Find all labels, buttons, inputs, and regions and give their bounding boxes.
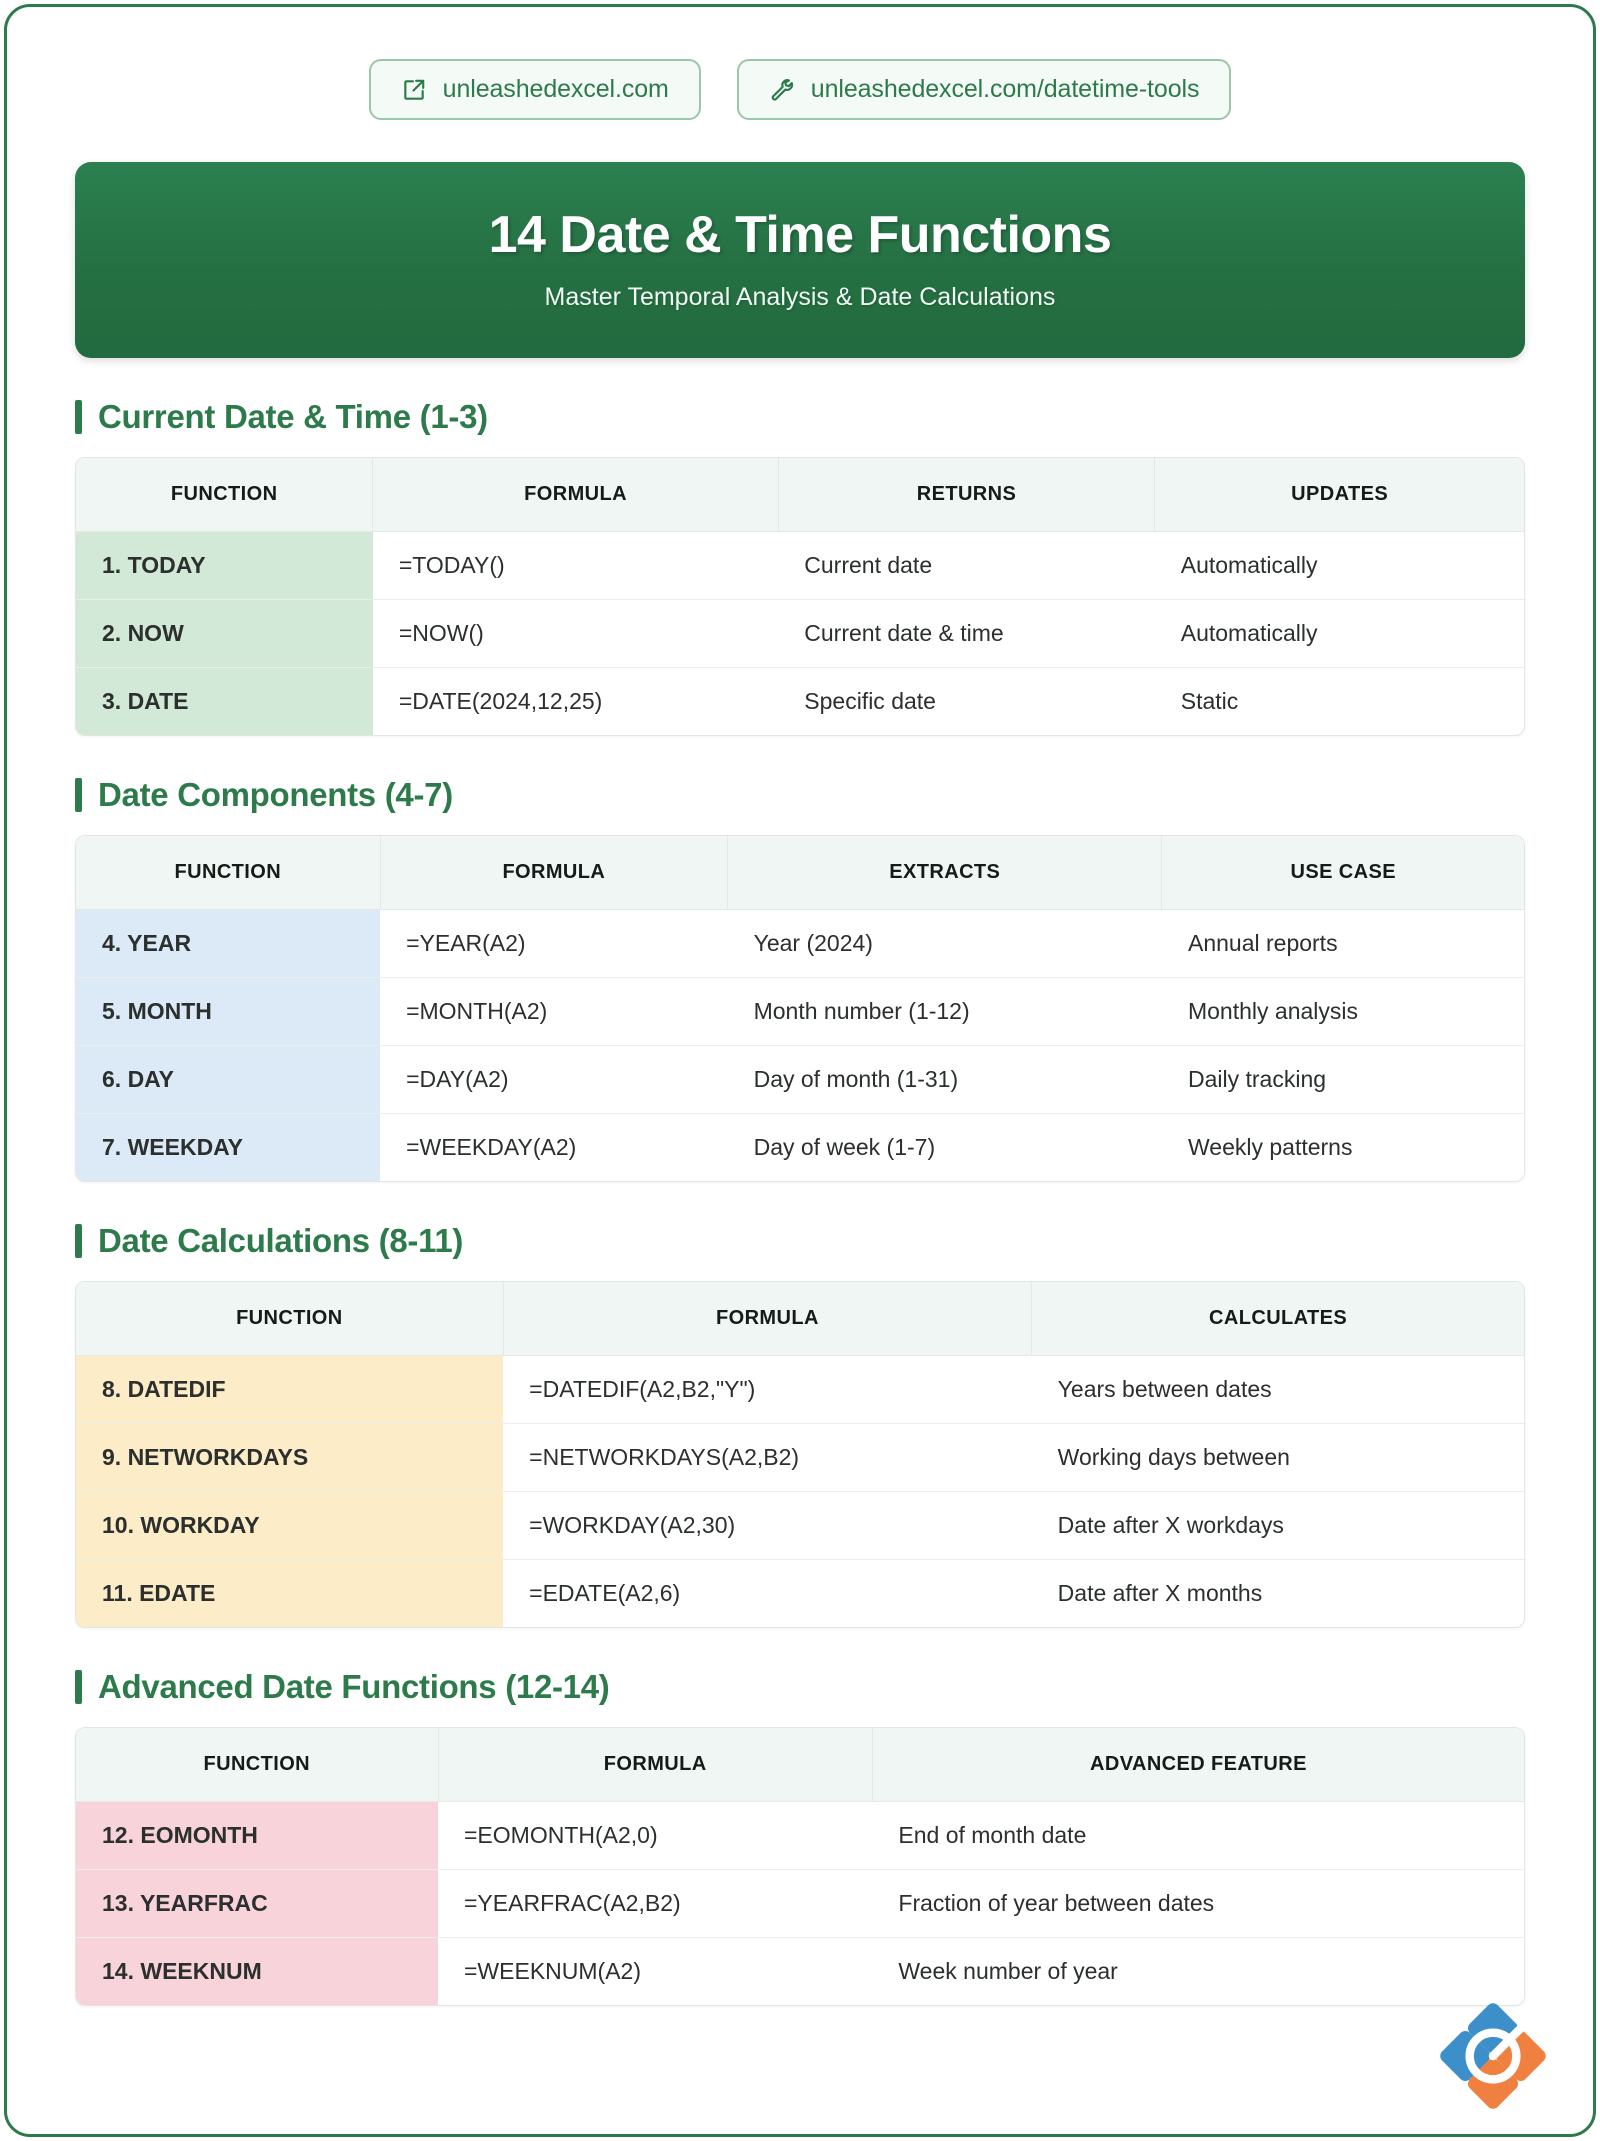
formula-cell: =NOW() [373, 600, 778, 668]
column-header: RETURNS [778, 458, 1154, 532]
section-header [75, 776, 1525, 814]
functions-table [76, 458, 1524, 735]
advanced-feature-cell: End of month date [872, 1802, 1524, 1870]
table-row [76, 1802, 1524, 1870]
section-title: Date Components (4-7) [98, 776, 453, 813]
extracts-cell: Year (2024) [728, 910, 1162, 978]
formula-cell: =WEEKDAY(A2) [406, 1134, 577, 1160]
section-title: Current Date & Time (1-3) [98, 398, 488, 435]
column-header: UPDATES [1155, 458, 1524, 532]
function-name: 8. DATEDIF [76, 1356, 503, 1424]
formula-cell: =DATE(2024,12,25) [398, 688, 603, 714]
formula-cell: =YEARFRAC(A2,B2) [438, 1870, 872, 1938]
returns-cell: Current date [778, 532, 1154, 600]
section-advanced-date-functions [75, 1668, 1525, 2006]
formula-cell: =EDATE(A2,6) [529, 1580, 681, 1606]
section-header [75, 1222, 1525, 1260]
use-case-cell: Daily tracking [1162, 1046, 1524, 1114]
extracts-cell: Day of month (1-31) [728, 1046, 1162, 1114]
external-link-icon [401, 77, 427, 103]
section-title: Date Calculations (8-11) [98, 1222, 464, 1259]
link-pill-row [75, 7, 1525, 120]
table-container [75, 835, 1525, 1182]
function-name: 7. WEEKDAY [76, 1114, 380, 1182]
section-accent-bar [75, 1224, 82, 1258]
table-header-row [76, 1282, 1524, 1356]
column-header: FUNCTION [76, 458, 373, 532]
updates-cell: Automatically [1155, 600, 1524, 668]
column-header: FUNCTION [76, 836, 380, 910]
updates-cell: Static [1180, 688, 1239, 714]
table-container [75, 1727, 1525, 2006]
formula-cell: =TODAY() [373, 532, 778, 600]
table-header-row [76, 836, 1524, 910]
table-row [76, 668, 1524, 736]
column-header: ADVANCED FEATURE [872, 1728, 1524, 1802]
table-row [76, 532, 1524, 600]
table-container [75, 1281, 1525, 1628]
calculates-cell: Date after X workdays [1032, 1492, 1524, 1560]
function-name: 13. YEARFRAC [76, 1870, 438, 1938]
link-pill-site[interactable] [369, 59, 701, 120]
section-date-components [75, 776, 1525, 1182]
table-row [76, 1046, 1524, 1114]
function-name: 1. TODAY [76, 532, 373, 600]
functions-table [76, 1728, 1524, 2005]
column-header: FORMULA [380, 836, 728, 910]
link-pill-tools[interactable] [737, 59, 1232, 120]
function-name: 5. MONTH [76, 978, 380, 1046]
section-date-calculations [75, 1222, 1525, 1628]
formula-cell: =WEEKNUM(A2) [464, 1958, 641, 1984]
formula-cell: =MONTH(A2) [380, 978, 728, 1046]
unleashed-excel-logo-icon [1437, 2000, 1549, 2112]
function-name: 4. YEAR [76, 910, 380, 978]
section-accent-bar [75, 1670, 82, 1704]
section-header [75, 398, 1525, 436]
function-name: 11. EDATE [76, 1560, 503, 1628]
calculates-cell: Date after X months [1057, 1580, 1263, 1606]
formula-cell: =NETWORKDAYS(A2,B2) [503, 1424, 1032, 1492]
page-frame [4, 4, 1596, 2137]
table-row [76, 978, 1524, 1046]
use-case-cell: Annual reports [1162, 910, 1524, 978]
column-header: FORMULA [503, 1282, 1032, 1356]
table-row [76, 1870, 1524, 1938]
hero-banner [75, 162, 1525, 358]
column-header: FORMULA [373, 458, 778, 532]
column-header: FUNCTION [76, 1282, 503, 1356]
function-name: 3. DATE [76, 668, 373, 736]
updates-cell: Automatically [1155, 532, 1524, 600]
advanced-feature-cell: Week number of year [898, 1958, 1118, 1984]
table-header-row [76, 1728, 1524, 1802]
table-row [76, 600, 1524, 668]
section-current-date-time [75, 398, 1525, 736]
extracts-cell: Day of week (1-7) [753, 1134, 936, 1160]
calculates-cell: Working days between [1032, 1424, 1524, 1492]
column-header: FUNCTION [76, 1728, 438, 1802]
wrench-icon [769, 77, 795, 103]
function-name: 10. WORKDAY [76, 1492, 503, 1560]
function-name: 2. NOW [76, 600, 373, 668]
section-accent-bar [75, 778, 82, 812]
page-title: 14 Date & Time Functions [488, 206, 1112, 265]
column-header: FORMULA [438, 1728, 872, 1802]
use-case-cell: Weekly patterns [1187, 1134, 1353, 1160]
table-row [76, 1356, 1524, 1424]
section-header [75, 1668, 1525, 1706]
extracts-cell: Month number (1-12) [728, 978, 1162, 1046]
table-header-row [76, 458, 1524, 532]
formula-cell: =DAY(A2) [380, 1046, 728, 1114]
link-pill-site-label: unleashedexcel.com [442, 75, 669, 103]
returns-cell: Current date & time [778, 600, 1154, 668]
function-name: 12. EOMONTH [76, 1802, 438, 1870]
column-header: USE CASE [1162, 836, 1524, 910]
link-pill-tools-label: unleashedexcel.com/datetime-tools [810, 75, 1200, 103]
function-name: 14. WEEKNUM [76, 1938, 438, 2006]
formula-cell: =WORKDAY(A2,30) [503, 1492, 1032, 1560]
table-row [76, 1560, 1524, 1628]
formula-cell: =EOMONTH(A2,0) [438, 1802, 872, 1870]
formula-cell: =DATEDIF(A2,B2,"Y") [503, 1356, 1032, 1424]
calculates-cell: Years between dates [1032, 1356, 1524, 1424]
functions-table [76, 836, 1524, 1181]
returns-cell: Specific date [804, 688, 936, 714]
use-case-cell: Monthly analysis [1162, 978, 1524, 1046]
column-header: EXTRACTS [728, 836, 1162, 910]
table-row [76, 1492, 1524, 1560]
table-row [76, 1114, 1524, 1182]
function-name: 9. NETWORKDAYS [76, 1424, 503, 1492]
table-container [75, 457, 1525, 736]
functions-table [76, 1282, 1524, 1627]
page-subtitle: Master Temporal Analysis & Date Calculations [544, 282, 1056, 311]
table-row [76, 910, 1524, 978]
table-row [76, 1938, 1524, 2006]
table-row [76, 1424, 1524, 1492]
function-name: 6. DAY [76, 1046, 380, 1114]
formula-cell: =YEAR(A2) [380, 910, 728, 978]
page-content [7, 7, 1593, 2134]
section-title: Advanced Date Functions (12-14) [98, 1668, 610, 1705]
advanced-feature-cell: Fraction of year between dates [872, 1870, 1524, 1938]
column-header: CALCULATES [1032, 1282, 1524, 1356]
section-accent-bar [75, 400, 82, 434]
